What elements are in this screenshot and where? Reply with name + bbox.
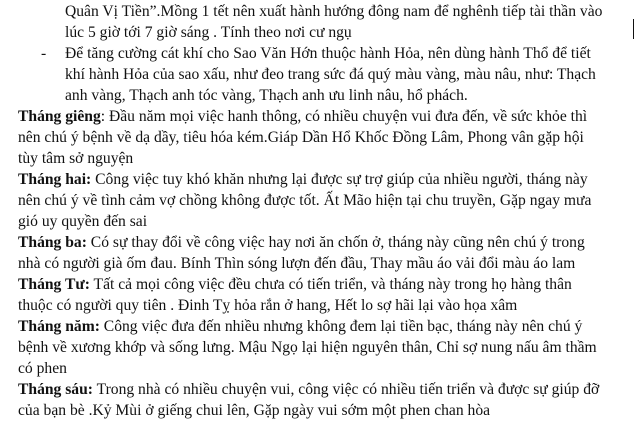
month-paragraph-2 — [18, 169, 634, 232]
month-label: Tháng sáu: — [18, 381, 93, 398]
month-text: : Đầu năm mọi việc hanh thông, có nhiều chuyện vui đưa đến, về sức khỏe thì — [100, 108, 588, 125]
bullet-line: anh vàng, Thạch anh tóc vàng, Thạch anh ưu linh nâu, hổ phách. — [65, 87, 468, 104]
month-label: Tháng giêng — [18, 108, 101, 125]
month-text: tùy tâm sở nguyện — [18, 150, 134, 167]
bullet-item — [41, 43, 640, 106]
month-paragraph-5 — [18, 316, 634, 379]
document-page — [0, 1, 640, 441]
month-label: Tháng năm: — [18, 318, 100, 335]
text-cursor — [633, 19, 634, 39]
month-text: nhà có người già ốm đau. Bính Thìn sóng lượn đến đầu, Thay mầu áo vải đổi màu áo lam — [18, 255, 576, 272]
month-text: Có sự thay đổi về công việc hay nơi ăn chốn ở, tháng này cũng nên chú ý trong — [86, 234, 585, 251]
month-label: Tháng hai: — [18, 171, 92, 188]
month-text: của bạn bè .Kỷ Mùi ở giếng chui lên, Gặp ngày vui sớm một phen chan hòa — [18, 402, 491, 419]
month-paragraph-4 — [18, 274, 634, 316]
intro-line: lúc 5 giờ tới 7 giờ sáng . Tính theo nơi cư ngụ — [65, 24, 352, 41]
month-paragraph-1 — [18, 106, 634, 169]
month-text: bệnh về xương khớp và sống lưng. Mậu Ngọ lại hiện nguyên thân, Chỉ sợ nung nấu âm thầm — [18, 339, 597, 356]
month-text: nên chú ý bệnh về dạ dầy, tiêu hóa kém.Giáp Dần Hổ Khốc Đồng Lâm, Phong vân gặp hội — [18, 129, 584, 146]
bullet-line: khí hành Hỏa của sao xấu, như đeo trang sức đá quý màu vàng, màu nâu, như: Thạch — [65, 66, 596, 83]
month-paragraph-3 — [18, 232, 634, 274]
month-text: gió uy quyền đến sai — [18, 213, 148, 230]
bullet-line: Để tăng cường cát khí cho Sao Văn Hớn thuộc hành Hỏa, nên dùng hành Thổ để tiết — [65, 45, 591, 62]
month-text: Công việc đưa đến nhiều nhưng không đem lại tiền bạc, tháng này nên chú ý — [99, 318, 583, 335]
month-text: Trong nhà có nhiều chuyện vui, công việc có nhiều tiến triển và được sự giúp đỡ — [92, 381, 600, 398]
month-label: Tháng Tư: — [18, 276, 90, 293]
month-text: có phen — [18, 360, 67, 377]
intro-line: Quân Vị Tiền”.Mồng 1 tết nên xuất hành hướng đông nam để nghênh tiếp tài thần vào — [65, 3, 603, 20]
month-text: Công việc tuy khó khăn nhưng lại được sự trợ giúp của nhiều người, tháng này — [91, 171, 588, 188]
intro-paragraph — [65, 1, 640, 43]
month-text: Tất cả mọi công việc đều chưa có tiến triển, và tháng này trong họ hàng thân — [89, 276, 572, 293]
month-paragraph-6 — [18, 379, 634, 421]
month-text: nên chú ý về tình cảm vợ chồng không được tốt. Ất Mão hiện tại chu truyền, Gặp ngay mưa — [18, 192, 592, 209]
month-label: Tháng ba: — [18, 234, 87, 251]
bullet-marker: - — [41, 45, 47, 62]
month-text: thuộc có người quy tiên . Đinh Tỵ hỏa rắn ở hang, Hết lo sợ hãi lại vào họa xâm — [18, 297, 518, 314]
